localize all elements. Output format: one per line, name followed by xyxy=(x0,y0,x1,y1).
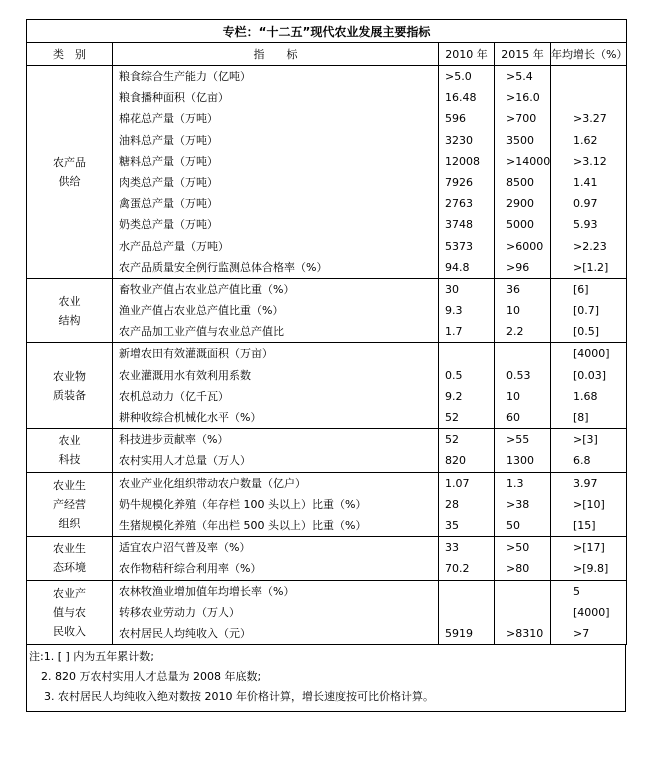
value-2010-cell xyxy=(439,278,495,343)
value-2015: >6000 xyxy=(506,239,544,253)
value-2010: 596 xyxy=(445,112,466,126)
value-2015: >80 xyxy=(506,562,530,576)
growth-value xyxy=(551,66,626,87)
category-label: 组织 xyxy=(58,516,81,530)
growth-value: 1.41 xyxy=(573,175,598,189)
value-2015: >50 xyxy=(506,541,530,555)
value-2015: 8500 xyxy=(506,175,534,189)
growth-cell xyxy=(551,343,627,429)
value-2015: 2900 xyxy=(506,197,534,211)
value-2015-cell xyxy=(495,472,551,537)
indicator-text: 农村居民人均纯收入（元） xyxy=(119,626,251,640)
category-cell xyxy=(27,429,113,472)
growth-value: [4000] xyxy=(573,605,610,619)
value-2010: 9.2 xyxy=(445,389,463,403)
value-2010: 820 xyxy=(445,454,466,468)
value-2015 xyxy=(495,343,550,364)
growth-value: >3.27 xyxy=(573,112,607,126)
value-2015: >16.0 xyxy=(506,91,540,105)
value-2015 xyxy=(495,602,550,623)
indicator-text: 新增农田有效灌溉面积（万亩） xyxy=(119,347,273,361)
growth-value: 5.93 xyxy=(573,218,598,232)
growth-value: [0.03] xyxy=(573,368,607,382)
value-2015: 50 xyxy=(506,518,520,532)
indicator-text: 农业灌溉用水有效利用系数 xyxy=(119,368,251,382)
indicator-text: 农作物秸秆综合利用率（%） xyxy=(119,562,262,576)
value-2015: 10 xyxy=(506,389,520,403)
value-2010 xyxy=(439,602,494,623)
value-2010: 12008 xyxy=(445,154,480,168)
growth-cell xyxy=(551,429,627,472)
growth-value: >[17] xyxy=(573,541,605,555)
growth-value: [6] xyxy=(573,282,589,296)
value-2010: 30 xyxy=(445,282,459,296)
indicator-text: 农产品加工业产值与农业总产值比 xyxy=(119,325,284,339)
growth-cell xyxy=(551,472,627,537)
growth-value: [0.7] xyxy=(573,304,600,318)
growth-value: 6.8 xyxy=(573,454,591,468)
value-2010-cell xyxy=(439,537,495,580)
growth-value: 0.97 xyxy=(573,197,598,211)
growth-value: >[3] xyxy=(573,433,598,447)
indicator-text: 科技进步贡献率（%） xyxy=(119,433,229,447)
growth-cell xyxy=(551,537,627,580)
category-label: 农业 xyxy=(58,434,81,448)
category-cell xyxy=(27,278,113,343)
indicator-text: 禽蛋总产量（万吨） xyxy=(119,197,218,211)
growth-value: >2.23 xyxy=(573,239,607,253)
header-2010: 2010 年 xyxy=(439,43,495,66)
indicator-text: 农机总动力（亿千瓦） xyxy=(119,389,229,403)
value-2010: 3230 xyxy=(445,133,473,147)
value-2015: >38 xyxy=(506,497,530,511)
value-2010-cell xyxy=(439,472,495,537)
value-2010: 5373 xyxy=(445,239,473,253)
indicator-text: 粮食综合生产能力（亿吨） xyxy=(119,70,251,83)
value-2010-cell xyxy=(439,66,495,279)
value-2010: 52 xyxy=(445,411,459,424)
value-2015: >700 xyxy=(506,112,537,126)
category-label: 农业物 xyxy=(53,369,86,383)
category-label: 农业 xyxy=(58,294,81,308)
indicator-text: 渔业产值占农业总产值比重（%） xyxy=(119,304,284,318)
indicator-text: 粮食播种面积（亿亩） xyxy=(119,91,229,105)
category-cell xyxy=(27,537,113,580)
value-2010: 52 xyxy=(445,433,459,447)
growth-value: 1.68 xyxy=(573,389,598,403)
growth-value: >[1.2] xyxy=(573,260,609,274)
category-label: 质装备 xyxy=(53,388,86,402)
category-cell xyxy=(27,66,113,279)
indicator-text: 适宜农户沼气普及率（%） xyxy=(119,541,251,555)
growth-value: [4000] xyxy=(573,347,610,361)
value-2010: 28 xyxy=(445,497,459,511)
growth-value: >[10] xyxy=(573,497,605,511)
growth-value: >[9.8] xyxy=(573,562,609,576)
note-2: 2. 820 万农村实用人才总量为 2008 年底数; xyxy=(41,670,262,684)
category-label: 农业生 xyxy=(53,478,86,492)
growth-value: 5 xyxy=(573,584,580,598)
indicator-cell xyxy=(113,278,439,343)
growth-cell xyxy=(551,278,627,343)
growth-value: [8] xyxy=(573,411,589,424)
value-2015-cell xyxy=(495,278,551,343)
indicator-cell xyxy=(113,429,439,472)
indicator-cell xyxy=(113,580,439,645)
indicator-cell xyxy=(113,537,439,580)
category-label: 值与农 xyxy=(53,605,86,619)
header-category: 类 别 xyxy=(27,43,113,66)
indicator-text: 糖料总产量（万吨） xyxy=(119,154,218,168)
growth-value xyxy=(551,87,626,108)
value-2015: >14000 xyxy=(506,154,550,168)
note-3: 3. 农村居民人均纯收入绝对数按 2010 年价格计算，增长速度按可比价格计算。 xyxy=(44,690,434,704)
indicator-cell xyxy=(113,472,439,537)
header-row xyxy=(27,43,627,66)
indicator-text: 转移农业劳动力（万人） xyxy=(119,605,240,619)
value-2015 xyxy=(495,581,550,602)
indicator-text: 肉类总产量（万吨） xyxy=(119,175,218,189)
category-label: 结构 xyxy=(58,313,81,327)
value-2015: 3500 xyxy=(506,133,534,147)
value-2015: 5000 xyxy=(506,218,534,232)
value-2010: 70.2 xyxy=(445,562,470,576)
category-label: 农业生 xyxy=(53,542,86,556)
value-2010: 0.5 xyxy=(445,368,463,382)
header-indicator: 指 标 xyxy=(113,43,439,66)
value-2010: 16.48 xyxy=(445,91,477,105)
growth-value: >7 xyxy=(573,626,590,640)
table-row xyxy=(27,472,627,537)
value-2010-cell xyxy=(439,580,495,645)
growth-value: [15] xyxy=(573,518,596,532)
value-2015: >8310 xyxy=(506,626,544,640)
indicator-text: 畜牧业产值占农业总产值比重（%） xyxy=(119,282,295,296)
value-2010: 1.7 xyxy=(445,325,463,339)
value-2015: >5.4 xyxy=(506,70,533,83)
growth-value: 3.97 xyxy=(573,476,598,490)
value-2010: 3748 xyxy=(445,218,473,232)
header-growth: 年均增长（%） xyxy=(551,43,627,66)
indicator-table xyxy=(26,19,627,645)
value-2010: 1.07 xyxy=(445,476,470,490)
category-label: 民收入 xyxy=(53,624,86,638)
category-label: 态环境 xyxy=(53,561,86,575)
value-2010: 35 xyxy=(445,518,459,532)
value-2015: 1.3 xyxy=(506,476,524,490)
value-2015: 10 xyxy=(506,304,520,318)
value-2015-cell xyxy=(495,429,551,472)
category-cell xyxy=(27,472,113,537)
value-2015: >96 xyxy=(506,260,530,274)
value-2015-cell xyxy=(495,580,551,645)
value-2010: 33 xyxy=(445,541,459,555)
indicator-text: 奶牛规模化养殖（年存栏 100 头以上）比重（%） xyxy=(119,497,367,511)
growth-value: >3.12 xyxy=(573,154,607,168)
indicator-cell xyxy=(113,343,439,429)
value-2015-cell xyxy=(495,66,551,279)
indicator-text: 耕种收综合机械化水平（%） xyxy=(119,411,262,424)
indicator-text: 农业产业化组织带动农户数量（亿户） xyxy=(119,476,306,490)
table-row xyxy=(27,343,627,429)
value-2010: 7926 xyxy=(445,175,473,189)
value-2010 xyxy=(439,581,494,602)
header-2015: 2015 年 xyxy=(495,43,551,66)
value-2010-cell xyxy=(439,429,495,472)
indicator-text: 农产品质量安全例行监测总体合格率（%） xyxy=(119,260,328,274)
notes-box xyxy=(26,645,626,712)
value-2015: 0.53 xyxy=(506,368,531,382)
growth-value: 1.62 xyxy=(573,133,598,147)
indicator-text: 棉花总产量（万吨） xyxy=(119,112,218,126)
value-2015: 1300 xyxy=(506,454,534,468)
category-cell xyxy=(27,343,113,429)
value-2015: >55 xyxy=(506,433,530,447)
value-2010: >5.0 xyxy=(445,70,472,83)
value-2015-cell xyxy=(495,537,551,580)
category-label: 供给 xyxy=(58,174,81,188)
value-2010 xyxy=(439,343,494,364)
growth-cell xyxy=(551,580,627,645)
value-2015: 36 xyxy=(506,282,520,296)
note-1: 注:1. [ ] 内为五年累计数; xyxy=(29,650,154,664)
indicator-table-panel xyxy=(26,19,626,712)
indicator-text: 农村实用人才总量（万人） xyxy=(119,454,251,468)
value-2015: 2.2 xyxy=(506,325,524,339)
indicator-text: 水产品总产量（万吨） xyxy=(119,239,229,253)
table-row xyxy=(27,66,627,279)
indicator-text: 奶类总产量（万吨） xyxy=(119,218,218,232)
growth-value: [0.5] xyxy=(573,325,600,339)
category-label: 农产品 xyxy=(53,155,86,169)
category-label: 农业产 xyxy=(53,586,86,600)
value-2015: 60 xyxy=(506,411,520,424)
table-row xyxy=(27,429,627,472)
table-row xyxy=(27,580,627,645)
value-2010: 5919 xyxy=(445,626,473,640)
indicator-cell xyxy=(113,66,439,279)
indicator-text: 农林牧渔业增加值年均增长率（%） xyxy=(119,584,295,598)
table-title: 专栏：“十二五”现代农业发展主要指标 xyxy=(27,20,627,43)
indicator-text: 油料总产量（万吨） xyxy=(119,133,218,147)
value-2010: 94.8 xyxy=(445,260,470,274)
value-2010: 9.3 xyxy=(445,304,463,318)
table-row xyxy=(27,537,627,580)
category-cell xyxy=(27,580,113,645)
category-label: 科技 xyxy=(58,453,81,467)
value-2010-cell xyxy=(439,343,495,429)
category-label: 产经营 xyxy=(53,497,86,511)
value-2010: 2763 xyxy=(445,197,473,211)
growth-cell xyxy=(551,66,627,279)
indicator-text: 生猪规模化养殖（年出栏 500 头以上）比重（%） xyxy=(119,518,367,532)
table-row xyxy=(27,278,627,343)
value-2015-cell xyxy=(495,343,551,429)
